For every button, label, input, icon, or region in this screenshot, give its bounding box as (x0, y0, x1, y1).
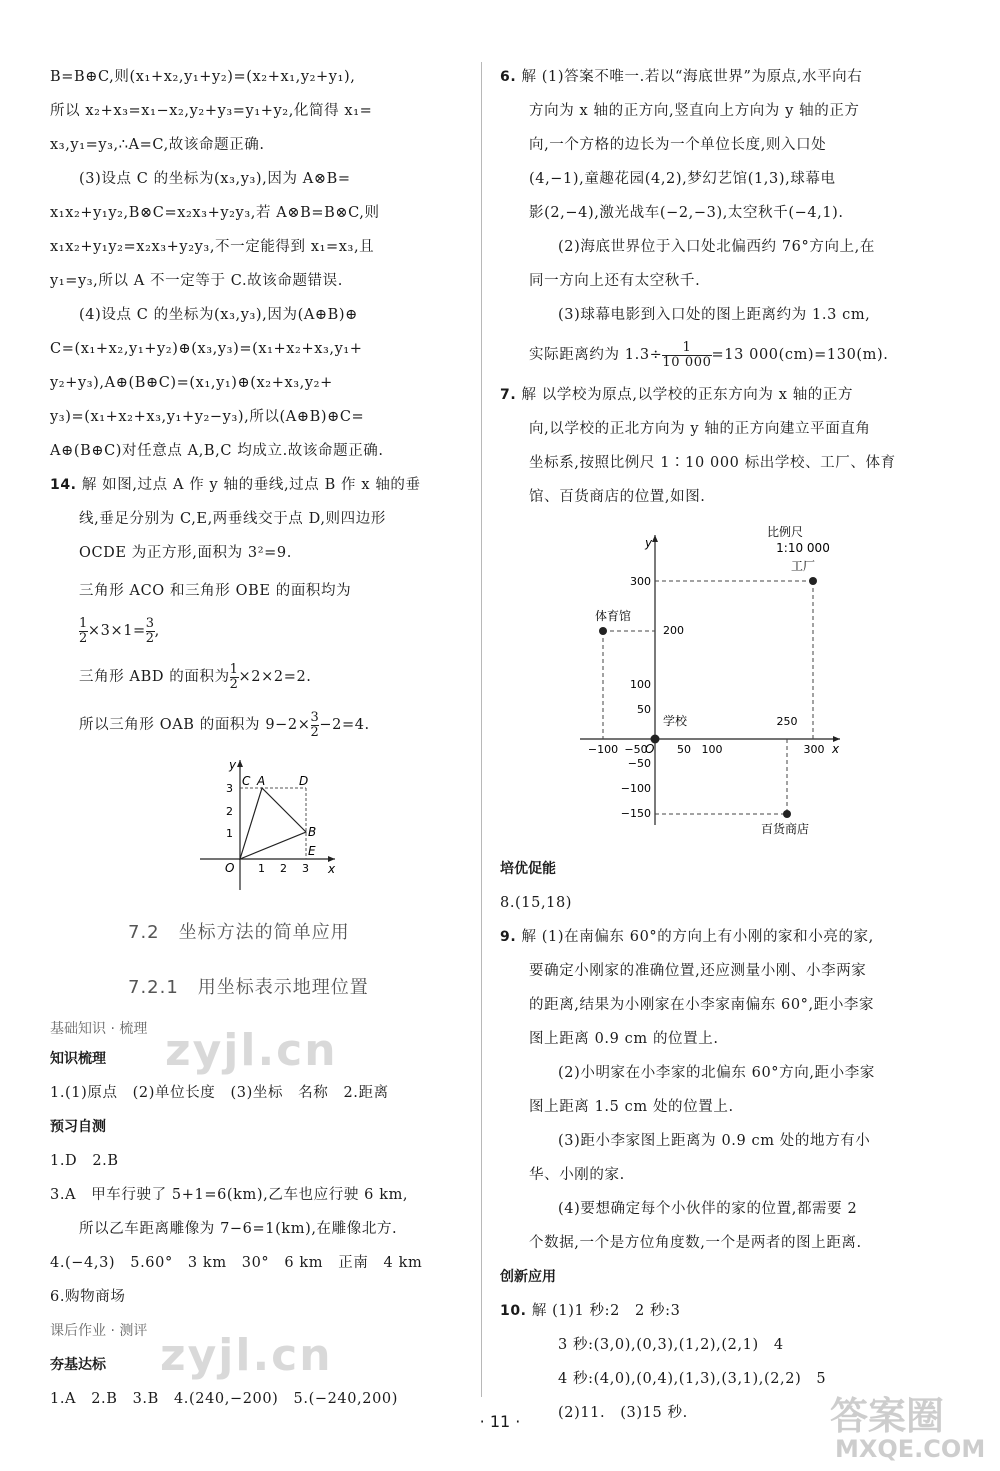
x-axis-label: x (328, 862, 336, 876)
tick-y: −150 (620, 807, 651, 820)
origin-label: O (645, 742, 655, 756)
q9-part4-line: 个数据,一个是方位角度数,一个是两者的图上距离. (529, 1235, 862, 1251)
gym-point (599, 627, 607, 635)
q13-line: B=B⊕C,则(x₁+x₂,y₁+y₂)=(x₂+x₁,y₂+y₁), (50, 69, 356, 85)
q6-part2-line: 同一方向上还有太空秋千. (529, 273, 701, 289)
store-label: 百货商店 (760, 822, 810, 836)
q13-line: 所以 x₂+x₃=x₁−x₂,y₂+y₃=y₁+y₂,化简得 x₁= (50, 103, 373, 119)
heading-innovate: 创新应用 (500, 1269, 556, 1285)
tick-x: 250 (776, 715, 798, 728)
q7-line: 馆、百货商店的位置,如图. (529, 489, 706, 505)
x-axis-label: x (832, 742, 840, 756)
right-column-lower (500, 852, 930, 1430)
q14-eq3: 所以三角形 OAB 的面积为 9−2× $\frac{3}{2}$ −2=4. (79, 709, 370, 740)
point-C-label: C (242, 774, 251, 788)
preview-answers: 1.D 2.B (50, 1153, 119, 1169)
q9-part3-line: (3)距小李家图上距离为 0.9 cm 处的地方有小 (558, 1133, 871, 1149)
tick-y: 200 (663, 624, 684, 637)
tick-y: −50 (627, 757, 651, 770)
q13-line: x₃,y₁=y₃,∴A=C,故该命题正确. (50, 137, 265, 153)
section-title: 7.2 坐标方法的简单应用 (128, 922, 350, 943)
preview-answer-3: 3.A 甲车行驶了 5+1=6(km),乙车也应行驶 6 km, (50, 1187, 409, 1203)
heading-homework: 课后作业 · 测评 (50, 1323, 148, 1339)
q9-line: 要确定小刚家的准确位置,还应测量小刚、小李两家 (529, 963, 867, 979)
q8-answer: 8.(15,18) (500, 895, 573, 911)
q10-line: 10. 解 (1)1 秒:2 2 秒:3 (500, 1303, 681, 1319)
q10-line: (2)11. (3)15 秒. (558, 1405, 688, 1421)
q6-part3-line: (3)球幕电影到入口处的图上距离约为 1.3 cm, (558, 307, 871, 323)
page-number: · 11 · (479, 1412, 521, 1431)
scale-value: 1:10 000 (776, 541, 830, 555)
heading-preview: 预习自测 (50, 1119, 106, 1135)
q14-triangles-line: 三角形 ACO 和三角形 OBE 的面积均为 (79, 583, 352, 599)
school-point (651, 735, 660, 744)
fraction: $\frac{1}{2}$ (229, 661, 239, 692)
q6-number: 6. (500, 69, 517, 85)
tick-x: 1 (258, 862, 265, 875)
q9-part2-line: 图上距离 1.5 cm 处的位置上. (529, 1099, 734, 1115)
tick-y: 3 (226, 782, 233, 795)
school-label: 学校 (662, 714, 688, 728)
q13-part3-line: y₁=y₃,所以 A 不一定等于 C.故该命题错误. (50, 273, 343, 289)
point-D-label: D (299, 774, 309, 788)
q13-part3-line: x₁x₂+y₁y₂,B⊗C=x₂x₃+y₂y₃,若 A⊗B=B⊗C,则 (50, 205, 380, 221)
tick-x: 2 (280, 862, 287, 875)
watermark: zyjl.cn (160, 1330, 333, 1381)
q7-line: 7. 解 以学校为原点,以学校的正东方向为 x 轴的正方 (500, 387, 854, 403)
tick-y: 300 (630, 575, 651, 588)
q14-number: 14. (50, 477, 77, 493)
q14-eq2: 三角形 ABD 的面积为 $\frac{1}{2}$ ×2×2=2. (79, 661, 312, 692)
q6-line: 向,一个方格的边长为一个单位长度,则入口处 (529, 137, 827, 153)
tick-y: 100 (630, 678, 651, 691)
store-point (783, 810, 791, 818)
q6-part3-eq: 实际距离约为 1.3÷ $\frac{1}{10 000}$ =13 000(cm)=130(m). (529, 339, 889, 370)
fraction: $\frac{1}{10 000}$ (662, 339, 712, 370)
point-A-label: A (257, 774, 266, 788)
q9-line: 图上距离 0.9 cm 的位置上. (529, 1031, 719, 1047)
q6-line: 方向为 x 轴的正方向,竖直向上方向为 y 轴的正方 (529, 103, 860, 119)
q13-part4-line: y₂+y₃),A⊕(B⊕C)=(x₁,y₁)⊕(x₂+x₃,y₂+ (50, 375, 333, 391)
right-column (500, 60, 930, 514)
q9-part4-line: (4)要想确定每个小伙伴的家的位置,都需要 2 (558, 1201, 858, 1217)
q10-line: 3 秒:(3,0),(0,3),(1,2),(2,1) 4 (558, 1337, 784, 1353)
q13-part4-line: A⊕(B⊕C)对任意点 A,B,C 均成立.故该命题正确. (50, 443, 384, 459)
tick-x: −100 (587, 743, 619, 756)
tick-x: 3 (302, 862, 309, 875)
q13-part3-line: (3)设点 C 的坐标为(x₃,y₃),因为 A⊗B= (79, 171, 351, 187)
fraction: $\frac{3}{2}$ (145, 615, 155, 646)
tick-x: 100 (701, 743, 723, 756)
tick-x: 300 (803, 743, 825, 756)
q7-map-figure (575, 525, 855, 845)
q13-part4-line: y₃)=(x₁+x₂+x₃,y₁+y₂−y₃),所以(A⊕B)⊕C= (50, 409, 365, 425)
column-divider (481, 62, 482, 1397)
q14-line: 线,垂足分别为 C,E,两垂线交于点 D,则四边形 (79, 511, 386, 527)
knowledge-answers: 1.(1)原点 (2)单位长度 (3)坐标 名称 2.距离 (50, 1085, 389, 1101)
preview-answer-6: 6.购物商场 (50, 1289, 126, 1305)
q13-part3-line: x₁x₂+y₁y₂=x₂x₃+y₂y₃,不一定能得到 x₁=x₃,且 (50, 239, 375, 255)
q9-line: 9. 解 (1)在南偏东 60°的方向上有小刚的家和小亮的家, (500, 929, 874, 945)
q14-line: OCDE 为正方形,面积为 3²=9. (79, 545, 292, 561)
tick-y: 2 (226, 805, 233, 818)
origin-label: O (225, 861, 235, 875)
point-E-label: E (308, 844, 316, 858)
q14-eq1: $\frac{1}{2}$ ×3×1= $\frac{3}{2}$ , (79, 615, 160, 646)
scale-label: 比例尺 (766, 525, 804, 539)
factory-point (809, 577, 817, 585)
tick-x: 50 (677, 743, 691, 756)
q14-figure (195, 755, 345, 895)
q7-line: 向,以学校的正北方向为 y 轴的正方向建立平面直角 (529, 421, 871, 437)
subsection-title: 7.2.1 用坐标表示地理位置 (128, 977, 369, 998)
tick-y: 50 (637, 703, 651, 716)
fraction: $\frac{1}{2}$ (79, 615, 88, 646)
watermark-corner: 答案圈 (830, 1394, 945, 1438)
fraction: $\frac{3}{2}$ (310, 709, 320, 740)
factory-label: 工厂 (790, 559, 816, 573)
tick-x: −50 (624, 743, 648, 756)
y-axis-label: y (229, 758, 237, 772)
q13-part4-line: (4)设点 C 的坐标为(x₃,y₃),因为(A⊕B)⊕ (79, 307, 358, 323)
q7-line: 坐标系,按照比例尺 1∶10 000 标出学校、工厂、体育 (529, 455, 896, 471)
q6-line: 6. 解 (1)答案不唯一.若以“海底世界”为原点,水平向右 (500, 69, 863, 85)
q9-line: 的距离,结果为小刚家在小李家南偏东 60°,距小李家 (529, 997, 875, 1013)
q14-line: 14. 解 如图,过点 A 作 y 轴的垂线,过点 B 作 x 轴的垂 (50, 477, 421, 493)
left-column (50, 60, 465, 750)
q9-part3-line: 华、小刚的家. (529, 1167, 625, 1183)
q6-part2-line: (2)海底世界位于入口处北偏西约 76°方向上,在 (558, 239, 875, 255)
q10-number: 10. (500, 1303, 527, 1319)
gym-label: 体育馆 (594, 609, 632, 623)
watermark-corner: MXQE.COM (835, 1435, 986, 1463)
watermark: zyjl.cn (165, 1025, 338, 1076)
q6-line: 影(2,−4),激光战车(−2,−3),太空秋千(−4,1). (529, 205, 844, 221)
heading-basic2: 夯基达标 (50, 1357, 106, 1373)
q13-part4-line: C=(x₁+x₂,y₁+y₂)⊕(x₃,y₃)=(x₁+x₂+x₃,y₁+ (50, 341, 363, 357)
tick-y: −100 (620, 782, 651, 795)
preview-answers: 4.(−4,3) 5.60° 3 km 30° 6 km 正南 4 km (50, 1255, 423, 1271)
y-axis-label: y (645, 536, 653, 550)
homework-answers: 1.A 2.B 3.B 4.(240,−200) 5.(−240,200) (50, 1391, 399, 1407)
q10-line: 4 秒:(4,0),(0,4),(1,3),(3,1),(2,2) 5 (558, 1371, 827, 1387)
preview-answer-3: 所以乙车距离雕像为 7−6=1(km),在雕像北方. (79, 1221, 398, 1237)
heading-knowledge: 知识梳理 (50, 1051, 106, 1067)
heading-advance: 培优促能 (500, 861, 556, 877)
heading-basic: 基础知识 · 梳理 (50, 1021, 148, 1037)
q7-number: 7. (500, 387, 517, 403)
q6-line: (4,−1),童趣花园(4,2),梦幻艺馆(1,3),球幕电 (529, 171, 836, 187)
point-B-label: B (308, 825, 317, 839)
q9-number: 9. (500, 929, 517, 945)
q9-part2-line: (2)小明家在小李家的北偏东 60°方向,距小李家 (558, 1065, 875, 1081)
tick-y: 1 (226, 827, 233, 840)
